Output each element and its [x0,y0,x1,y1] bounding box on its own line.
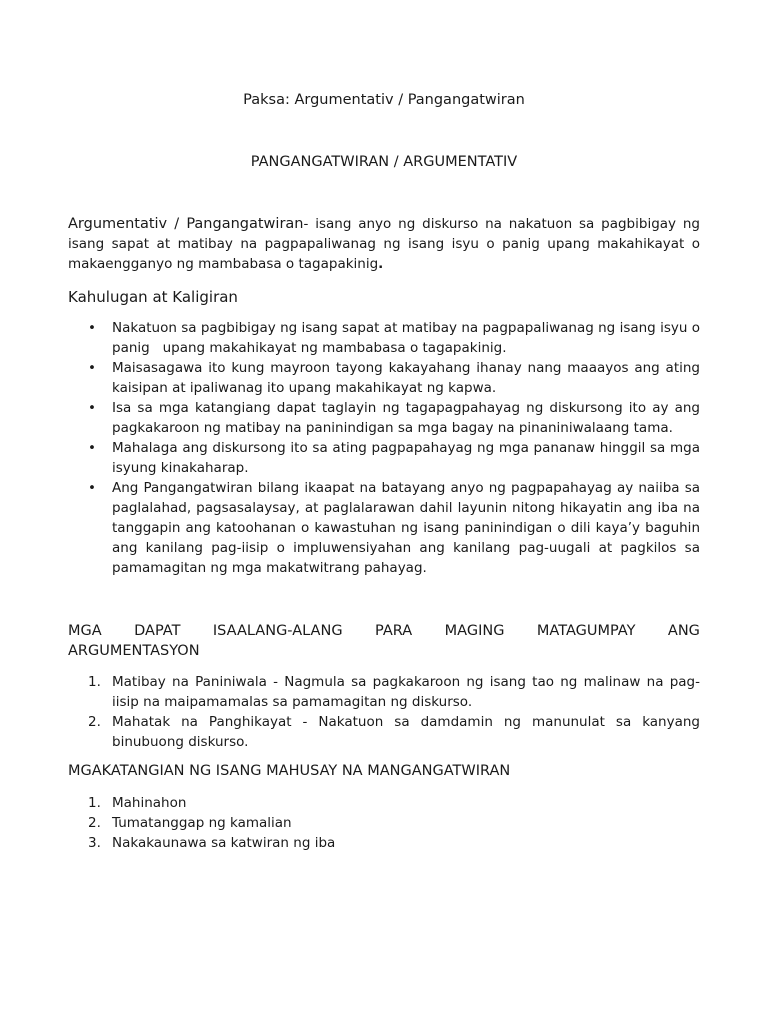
list-item-text: Mahalaga ang diskursong ito sa ating pagpapahayag ng mga pananaw hinggil sa mga isyung kinakaharap. [112,440,700,476]
list-item [68,358,700,398]
heading-word: MGA [68,623,102,639]
list-item-text: Mahinahon [112,795,187,811]
intro-definition: - isang anyo ng diskurso na nakatuon sa pagbibigay ng isang sapat at matibay na pagpapaliwanag ng isang isyu o panig upang makahikayat o makaengganyo ng mambabasa o tagapakinig [68,216,700,272]
list-item-text: Mahatak na Panghikayat - Nakatuon sa damdamin ng manunulat sa kanyang binubuong diskurso. [112,714,700,750]
list-item [68,793,700,813]
dapat-heading [68,621,700,661]
list-number: 1. [88,674,101,690]
list-item-text: Isa sa mga katangiang dapat taglayin ng tagapagpahayag ng diskursong ito ay ang pagkakaroon ng matibay na paninindigan sa mga bagay na pinaniniwalaang tama. [112,400,700,436]
list-number: 1. [88,795,101,811]
list-item-text: Nakatuon sa pagbibigay ng isang sapat at matibay na pagpapaliwanag ng isang isyu o panig upang makahikayat ng mambabasa o tagapakinig. [112,320,705,356]
list-item-text: Maisasagawa ito kung mayroon tayong kakayahang ihanay nang maaayos ang ating kaisipan at ipaliwanag ito upang makahikayat ng kapwa. [112,360,700,396]
heading-word: ANG [667,623,700,639]
bullet-icon: • [88,320,96,336]
list-item [68,672,700,712]
bullet-icon: • [88,480,96,496]
katangian-list [68,793,700,853]
list-item [68,398,700,438]
list-item [68,478,700,578]
main-title: PANGANGATWIRAN / ARGUMENTATIV [250,154,518,170]
kahulugan-list [68,318,705,578]
intro-end: . [378,256,384,272]
list-item-text: Matibay na Paniniwala - Nagmula sa pagkakaroon ng isang tao ng malinaw na pag-iisip na maipamamalas sa pamamagitan ng diskurso. [112,674,700,710]
heading-word: ISAALANG-ALANG [212,623,343,639]
bullet-icon: • [88,440,96,456]
topic-title: Paksa: Argumentativ / Pangangatwiran [243,92,525,108]
heading-word: MATAGUMPAY [536,623,636,639]
list-item [68,833,700,853]
list-item [68,813,700,833]
heading-word: DAPAT [134,623,181,639]
list-item [68,318,705,358]
list-item [68,712,700,752]
intro-paragraph [68,214,700,274]
list-number: 3. [88,835,101,851]
list-item-text: Tumatanggap ng kamalian [112,815,292,831]
dapat-heading-line2: ARGUMENTASYON [68,643,200,659]
list-item-text: Nakakaunawa sa katwiran ng iba [112,835,336,851]
list-number: 2. [88,815,101,831]
list-number: 2. [88,714,101,730]
list-item [68,438,700,478]
intro-term: Argumentativ / Pangangatwiran [68,216,304,232]
dapat-list [68,672,700,752]
heading-word: PARA [375,623,413,639]
dapat-heading-line1 [68,621,700,641]
kahulugan-heading: Kahulugan at Kaligiran [68,288,238,306]
katangian-heading: MGAKATANGIAN NG ISANG MAHUSAY NA MANGANGATWIRAN [68,763,511,779]
heading-word: MAGING [444,623,505,639]
list-item-text: Ang Pangangatwiran bilang ikaapat na batayang anyo ng pagpapahayag ay naiiba sa paglalahad, pagsasalaysay, at paglalarawan dahil layunin nitong hikayatin ang iba na tanggapin ang katoohanan o kawastuhan ng isang paninindigan o dili kaya’y baguhin ang kanilang pag-iisip o impluwensiyahan ang kanilang pag-uugali at pagkilos sa pamamagitan ng mga makatwitrang pahayag. [112,480,700,576]
bullet-icon: • [88,360,96,376]
bullet-icon: • [88,400,96,416]
